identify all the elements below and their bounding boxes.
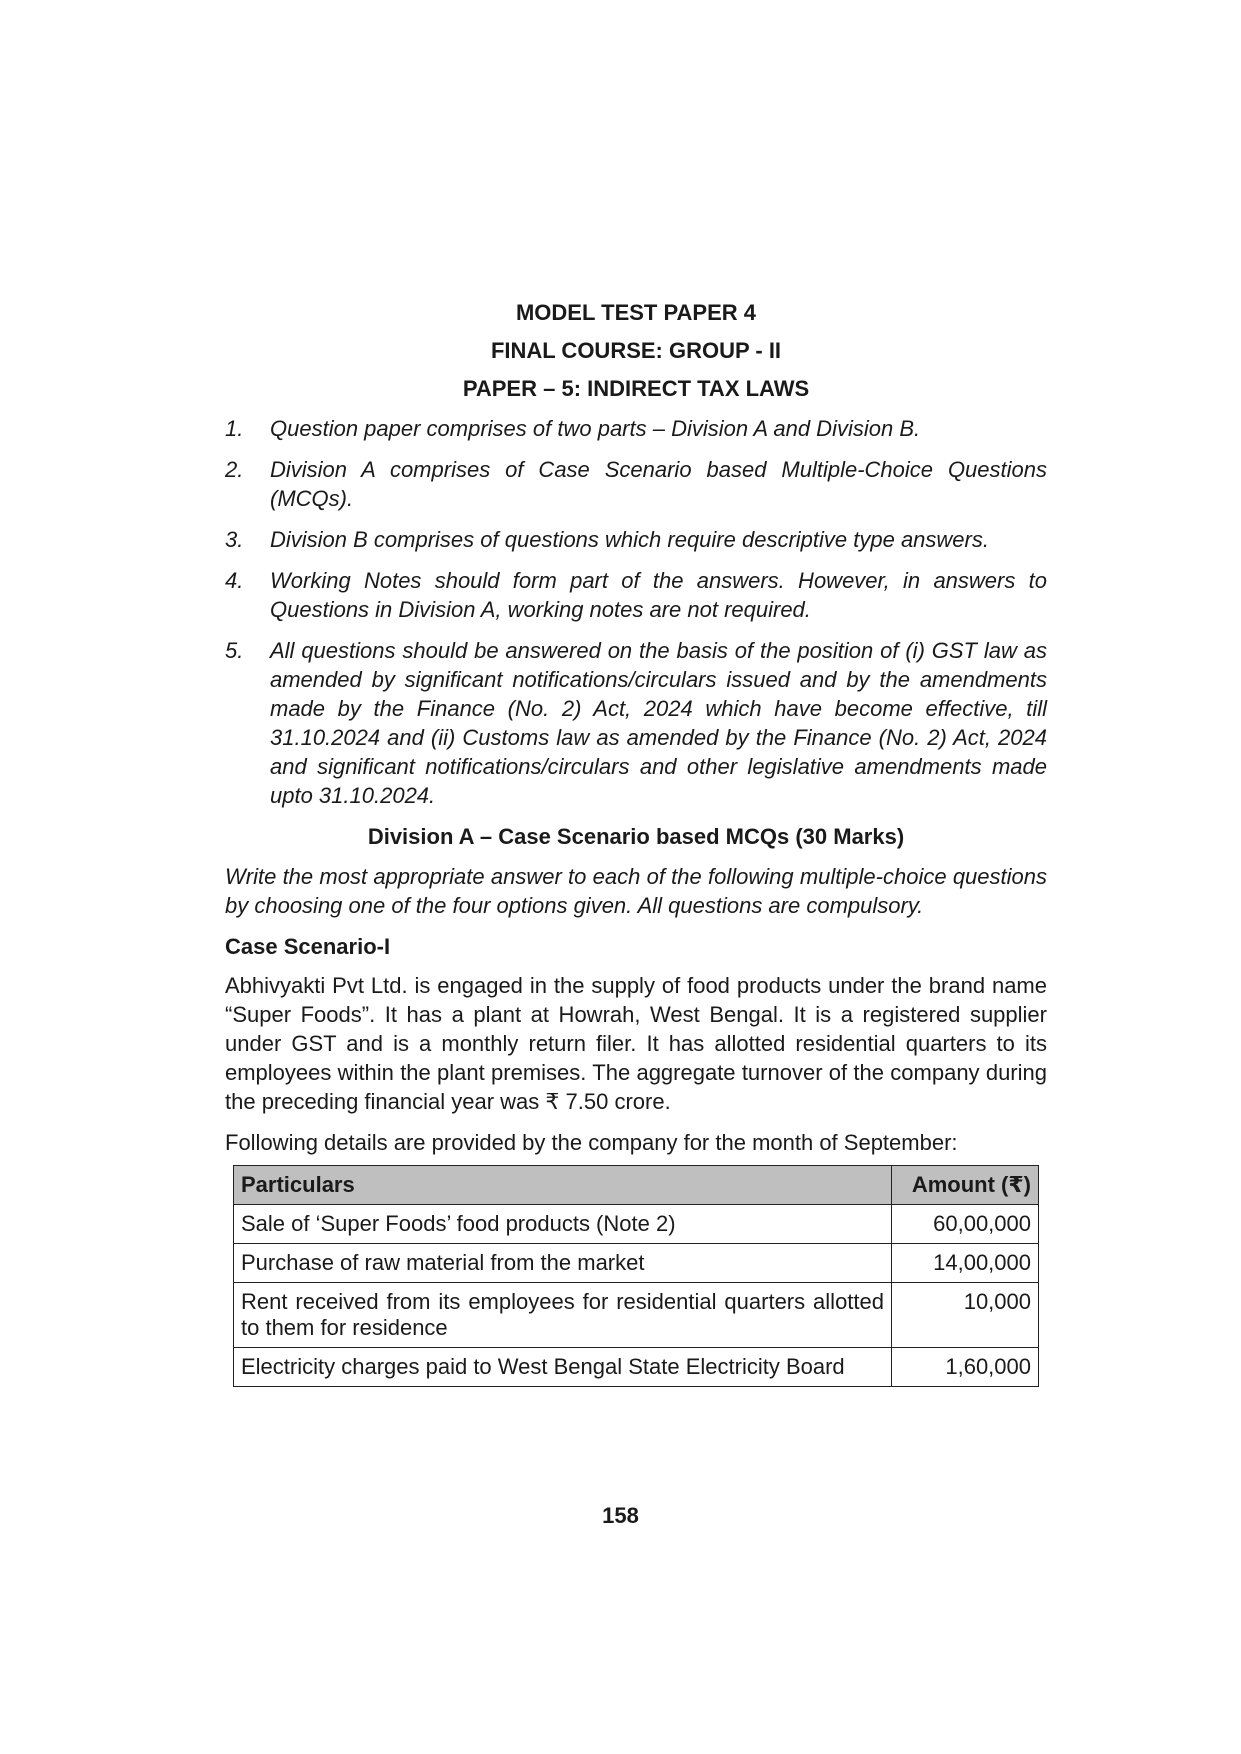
instruction-text: Division A comprises of Case Scenario based Multiple-Choice Questions (MCQs). bbox=[270, 457, 1047, 511]
instruction-item bbox=[225, 636, 1047, 810]
instruction-text: All questions should be answered on the basis of the position of (i) GST law as amended by significant notifications/circulars issued and by the amendments made by the Finance (No. 2) Act, 2024 which have become effective, till 31.10.2024 and (ii) Customs law as amended by the Finance (No. 2) Act, 2024 and significant notifications/circulars and other legislative amendments made upto 31.10.2024. bbox=[270, 638, 1047, 808]
division-a-directions: Write the most appropriate answer to each of the following multiple-choice questions by choosing one of the four options given. All questions are compulsory. bbox=[225, 864, 1047, 918]
particular-cell: Sale of ‘Super Foods’ food products (Note 2) bbox=[234, 1205, 892, 1244]
case-scenario-text: Abhivyakti Pvt Ltd. is engaged in the supply of food products under the brand name “Super Foods”. It has a plant at Howrah, West Bengal. It is a registered supplier under GST and is a monthly return filer. It has allotted residential quarters to its employees within the plant premises. The aggregate turnover of the company during the preceding financial year was ₹ 7.50 crore. bbox=[225, 973, 1047, 1114]
amount-header: Amount (₹) bbox=[892, 1166, 1039, 1205]
table-row bbox=[234, 1244, 1039, 1283]
table-row bbox=[234, 1205, 1039, 1244]
instruction-number: 5. bbox=[225, 638, 244, 663]
instruction-item bbox=[225, 566, 1047, 624]
details-table bbox=[233, 1165, 1039, 1387]
particulars-header: Particulars bbox=[234, 1166, 892, 1205]
table-row bbox=[234, 1283, 1039, 1348]
paper-subject: PAPER – 5: INDIRECT TAX LAWS bbox=[462, 376, 810, 401]
instruction-number: 4. bbox=[225, 568, 244, 593]
instruction-number: 3. bbox=[225, 527, 244, 552]
instruction-text: Working Notes should form part of the answers. However, in answers to Questions in Division A, working notes are not required. bbox=[270, 568, 1047, 622]
instructions-list bbox=[225, 414, 1047, 810]
particular-cell: Purchase of raw material from the market bbox=[234, 1244, 892, 1283]
amount-cell: 1,60,000 bbox=[892, 1348, 1039, 1387]
table-row bbox=[234, 1348, 1039, 1387]
instruction-item bbox=[225, 455, 1047, 513]
instruction-text: Question paper comprises of two parts – Division A and Division B. bbox=[270, 416, 921, 441]
instruction-number: 1. bbox=[225, 416, 244, 441]
particular-cell: Rent received from its employees for residential quarters allotted to them for residence bbox=[234, 1283, 892, 1348]
document-page bbox=[225, 300, 1047, 1387]
amount-cell: 10,000 bbox=[892, 1283, 1039, 1348]
instruction-item bbox=[225, 525, 1047, 554]
course-title: FINAL COURSE: GROUP - II bbox=[490, 338, 782, 363]
instruction-text: Division B comprises of questions which require descriptive type answers. bbox=[270, 527, 989, 552]
amount-cell: 60,00,000 bbox=[892, 1205, 1039, 1244]
table-lead-text: Following details are provided by the company for the month of September: bbox=[225, 1130, 958, 1155]
particular-cell: Electricity charges paid to West Bengal State Electricity Board bbox=[234, 1348, 892, 1387]
instruction-number: 2. bbox=[225, 457, 244, 482]
case-scenario-title: Case Scenario-I bbox=[225, 934, 391, 959]
paper-title: MODEL TEST PAPER 4 bbox=[515, 300, 756, 325]
instruction-item bbox=[225, 414, 1047, 443]
division-a-title: Division A – Case Scenario based MCQs (30 Marks) bbox=[367, 824, 905, 849]
table-header-row bbox=[234, 1166, 1039, 1205]
page-number: 158 bbox=[602, 1503, 639, 1528]
amount-cell: 14,00,000 bbox=[892, 1244, 1039, 1283]
